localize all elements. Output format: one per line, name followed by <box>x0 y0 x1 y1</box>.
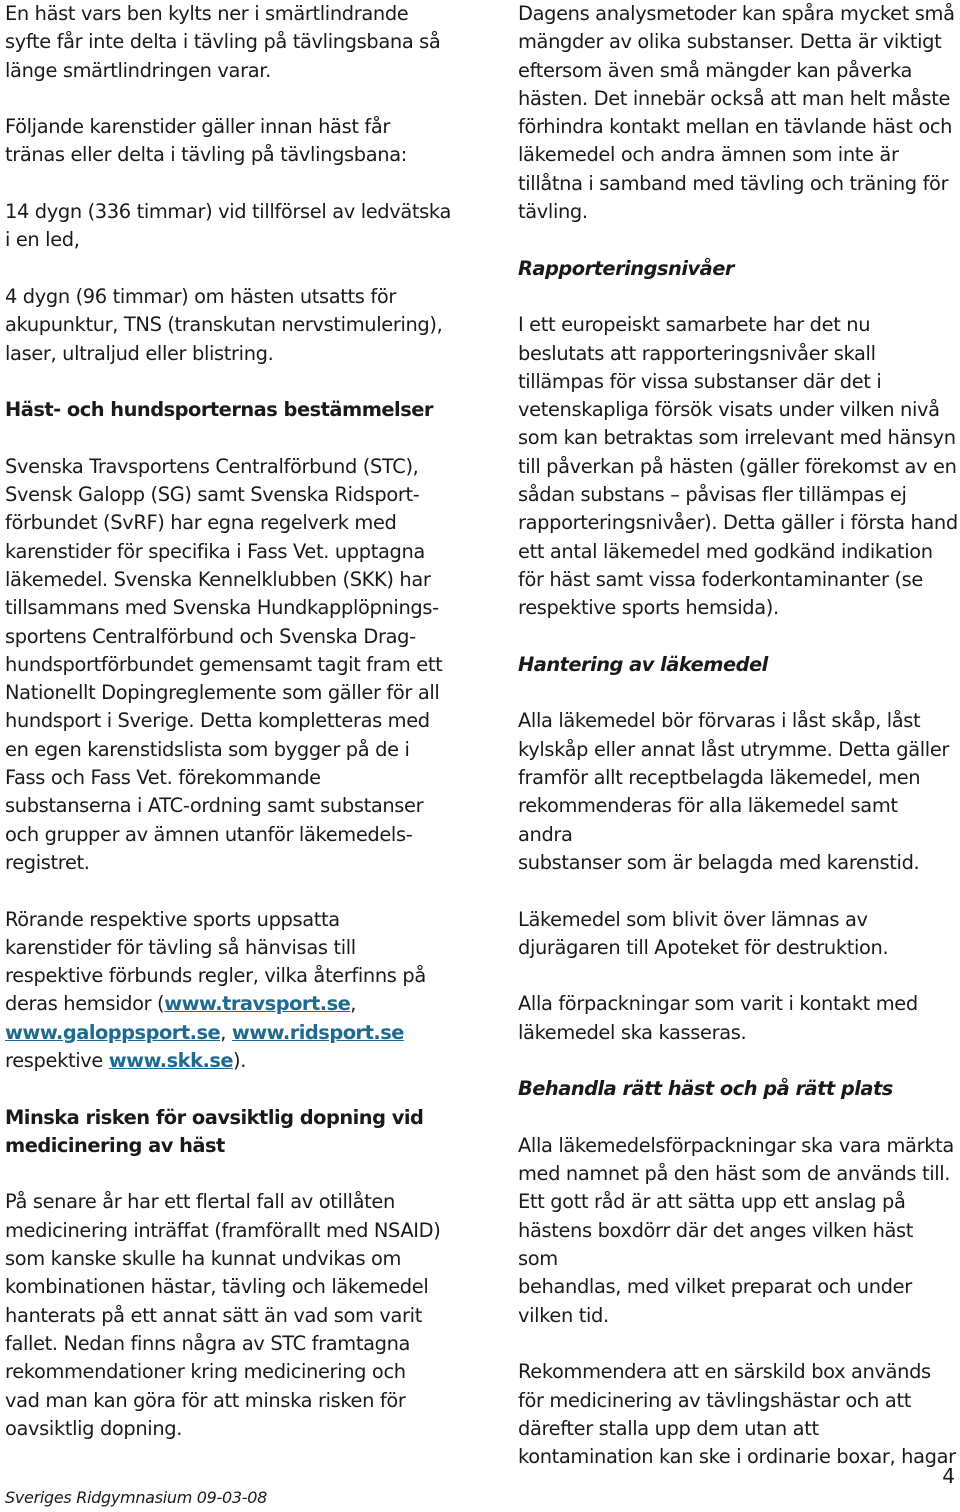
heading-sport-regulations: Häst- och hundsporternas bestämmelser <box>5 398 433 422</box>
heading-medicine-handling: Hantering av läkemedel <box>518 652 768 676</box>
paragraph-acupuncture: 4 dygn (96 timmar) om hästen utsatts för akupunktur, TNS (transkutan nervstimulering), laser, ultraljud eller blistring. <box>5 284 443 365</box>
closing-paren-text: ). <box>233 1048 247 1072</box>
left-column <box>5 0 460 1443</box>
paragraph-labeling: Alla läkemedelsförpackningar ska vara märkta med namnet på den häst som de används till. Ett gott råd är att sätta upp ett anslag på hästens boxdörr där det anges vilken häst som behandlas, med vilket preparat och under vilken tid. <box>518 1133 954 1327</box>
ridsport-link[interactable]: www.ridsport.se <box>231 1020 404 1044</box>
travsport-link[interactable]: www.travsport.se <box>164 992 351 1016</box>
paragraph-joint-fluid: 14 dygn (336 timmar) vid tillförsel av ledvätska i en led, <box>5 200 452 252</box>
links-intro-text: Rörande respektive sports uppsatta karenstider för tävling så hänvisas till respektive förbunds regler, vilka återfinns på deras hemsidor ( <box>5 907 426 1016</box>
paragraph-separate-box: Rekommendera att en särskild box används för medicinering av tävlingshästar och att därefter stalla upp dem utan att kontamination kan ske i ordinarie boxar, hagar <box>518 1360 956 1469</box>
heading-right-horse-place: Behandla rätt häst och på rätt plats <box>518 1077 893 1101</box>
paragraph-withdrawal-links <box>5 906 460 1076</box>
paragraph-pain-relief: En häst vars ben kylts ner i smärtlindrande syfte får inte delta i tävling på tävlingsbana så länge smärtlindringen varar. <box>5 2 441 82</box>
right-column <box>518 0 958 1471</box>
comma-text: , <box>220 1020 232 1044</box>
paragraph-analysis-methods: Dagens analysmetoder kan spåra mycket små mängder av olika substanser. Detta är viktigt eftersom även små mängder kan påverka hästen. Det innebär också att man helt måste förhindra kontakt mellan en tävlande häst och läkemedel och andra ämnen som inte är tillåtna i samband med tävling och träning för tävling. <box>518 2 955 224</box>
paragraph-reporting-levels: I ett europeiskt samarbete har det nu beslutats att rapporteringsnivåer skall tillämpas för vissa substanser där det i vetenskapliga försök visats under vilken nivå som kan betraktas som irrelevant med hänsyn till påverkan på hästen (gäller förekomst av en sådan substans – påvisas fler tillämpas ej rapporteringsnivåer). Detta gäller i första hand ett antal läkemedel med godkänd indikation för häst samt vissa foderkontaminanter (se respektive sports hemsida). <box>518 313 958 620</box>
paragraph-discard-packaging: Alla förpackningar som varit i kontakt med läkemedel ska kasseras. <box>518 992 918 1044</box>
footer-text: Sveriges Ridgymnasium 09-03-08 <box>5 1488 268 1507</box>
heading-reduce-doping-risk: Minska risken för oavsiktlig dopning vid medicinering av häst <box>5 1105 424 1157</box>
page-number: 4 <box>942 1464 955 1488</box>
paragraph-federations: Svenska Travsportens Centralförbund (STC), Svensk Galopp (SG) samt Svenska Ridsport- förbundet (SvRF) har egna regelverk med karenstider för specifika i Fass Vet. upptagna läkemedel. Svenska Kennelklubben (SKK) har tillsammans med Svenska Hundkapplöpnings- sportens Centralförbund och Svenska Drag- hundsportförbundet gemensamt tagit fram ett Nationellt Dopingreglemente som gäller för all hundsport i Sverige. Detta kompletteras med en egen karenstidslista som bygger på de i Fass och Fass Vet. förekommande substanserna i ATC-ordning samt substanser och grupper av ämnen utanför läkemedels- registret. <box>5 454 443 874</box>
comma-text: , <box>350 992 357 1016</box>
paragraph-locked-storage: Alla läkemedel bör förvaras i låst skåp, låst kylskåp eller annat låst utrymme. Detta gäller framför allt receptbelagda läkemedel, men rekommenderas för alla läkemedel samt andra substanser som är belagda med karenstid. <box>518 709 950 874</box>
paragraph-nsaid-cases: På senare år har ett flertal fall av otillåten medicinering inträffat (framförallt med NSAID) som kanske skulle ha kunnat undvikas om kombinationen hästar, tävling och läkemedel hanterats på ett annat sätt än vad som varit fallet. Nedan finns några av STC framtagna rekommendationer kring medicinering och vad man kan göra för att minska risken för oavsiktlig dopning. <box>5 1190 441 1440</box>
respektive-text: respektive <box>5 1048 103 1072</box>
paragraph-withdrawal-intro: Följande karenstider gäller innan häst får tränas eller delta i tävling på tävlingsbana: <box>5 115 407 167</box>
galoppsport-link[interactable]: www.galoppsport.se <box>5 1020 221 1044</box>
skk-link[interactable]: www.skk.se <box>108 1048 234 1072</box>
paragraph-leftover-medicine: Läkemedel som blivit över lämnas av djurägaren till Apoteket för destruktion. <box>518 907 889 959</box>
heading-reporting-levels: Rapporteringsnivåer <box>518 256 734 280</box>
